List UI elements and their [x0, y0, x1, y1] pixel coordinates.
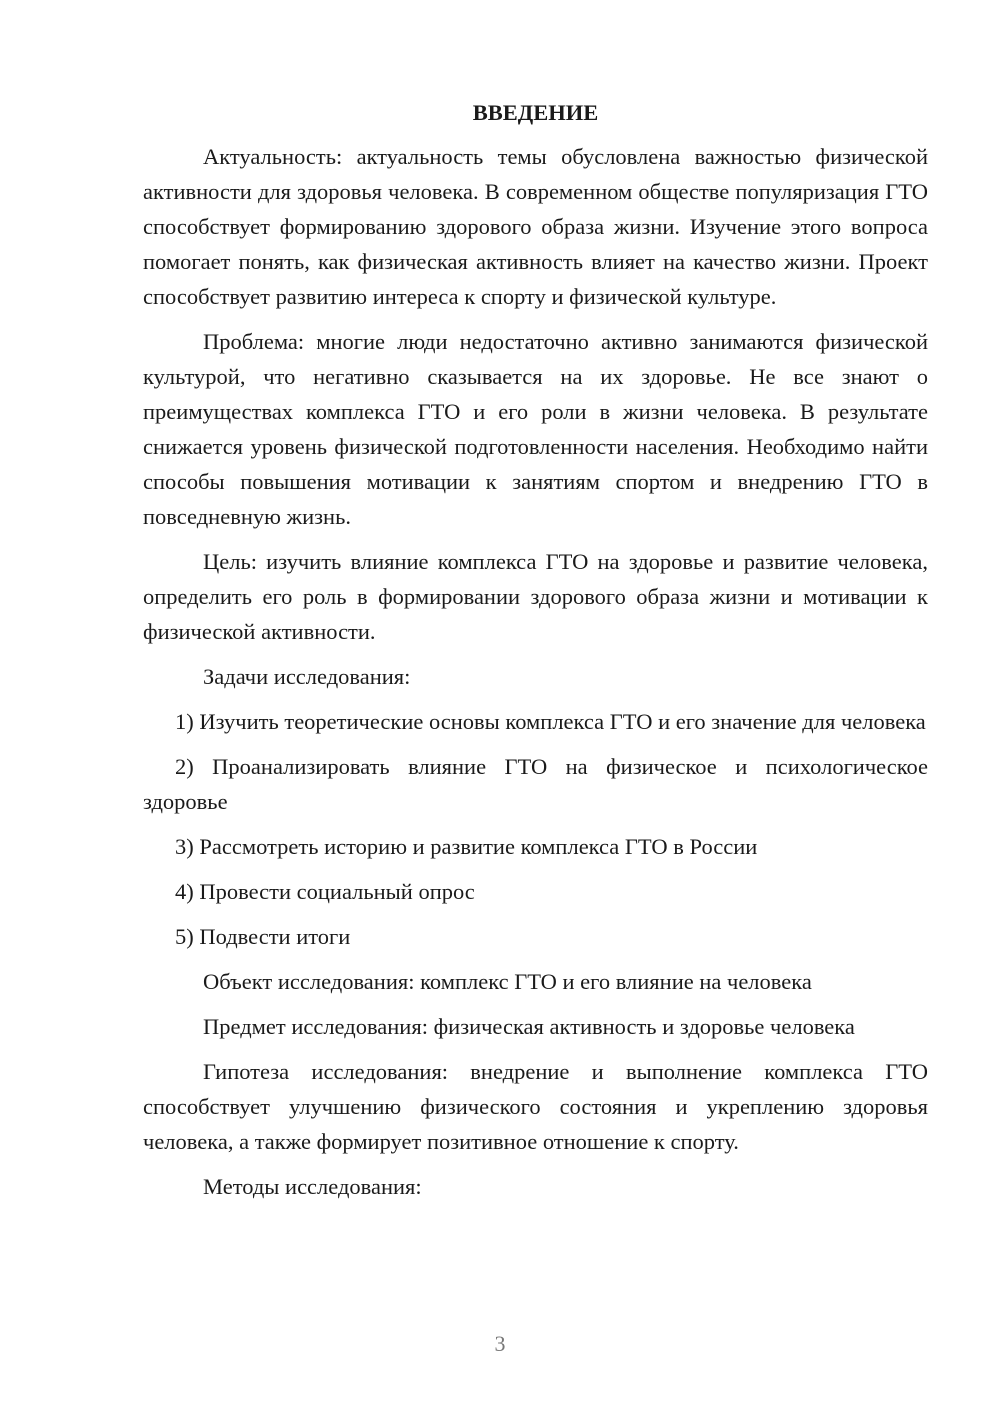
document-page [143, 95, 928, 1214]
goal-paragraph: Цель: изучить влияние комплекса ГТО на здоровье и развитие человека, определить его роль в формировании здорового образа жизни и мотивации к физической активности. [143, 549, 928, 644]
task-item: 5) Подвести итоги [175, 924, 351, 949]
section-title: ВВЕДЕНИЕ [472, 100, 599, 125]
methods-heading: Методы исследования: [203, 1174, 422, 1199]
task-item: 1) Изучить теоретические основы комплекса ГТО и его значение для человека [175, 709, 926, 734]
research-object: Объект исследования: комплекс ГТО и его влияние на человека [203, 969, 812, 994]
task-item: 4) Провести социальный опрос [175, 879, 475, 904]
relevance-paragraph: Актуальность: актуальность темы обусловлена важностью физической активности для здоровья человека. В современном обществе популяризация ГТО способствует формированию здорового образа жизни. Изучение этого вопроса помогает понять, как физическая активность влияет на качество жизни. Проект способствует развитию интереса к спорту и физической культуре. [143, 144, 928, 309]
hypothesis-paragraph: Гипотеза исследования: внедрение и выполнение комплекса ГТО способствует улучшению физического состояния и укреплению здоровья человека, а также формирует позитивное отношение к спорту. [143, 1059, 928, 1154]
task-item: 3) Рассмотреть историю и развитие комплекса ГТО в России [175, 834, 758, 859]
page-number: 3 [494, 1331, 506, 1356]
problem-paragraph: Проблема: многие люди недостаточно активно занимаются физической культурой, что негативно сказывается на их здоровье. Не все знают о преимуществах комплекса ГТО и его роли в жизни человека. В результате снижается уровень физической подготовленности населения. Необходимо найти способы повышения мотивации к занятиям спортом и внедрению ГТО в повседневную жизнь. [143, 329, 928, 529]
tasks-heading: Задачи исследования: [203, 664, 411, 689]
research-subject: Предмет исследования: физическая активность и здоровье человека [203, 1014, 855, 1039]
task-item: 2) Проанализировать влияние ГТО на физическое и психологическое здоровье [143, 754, 928, 814]
